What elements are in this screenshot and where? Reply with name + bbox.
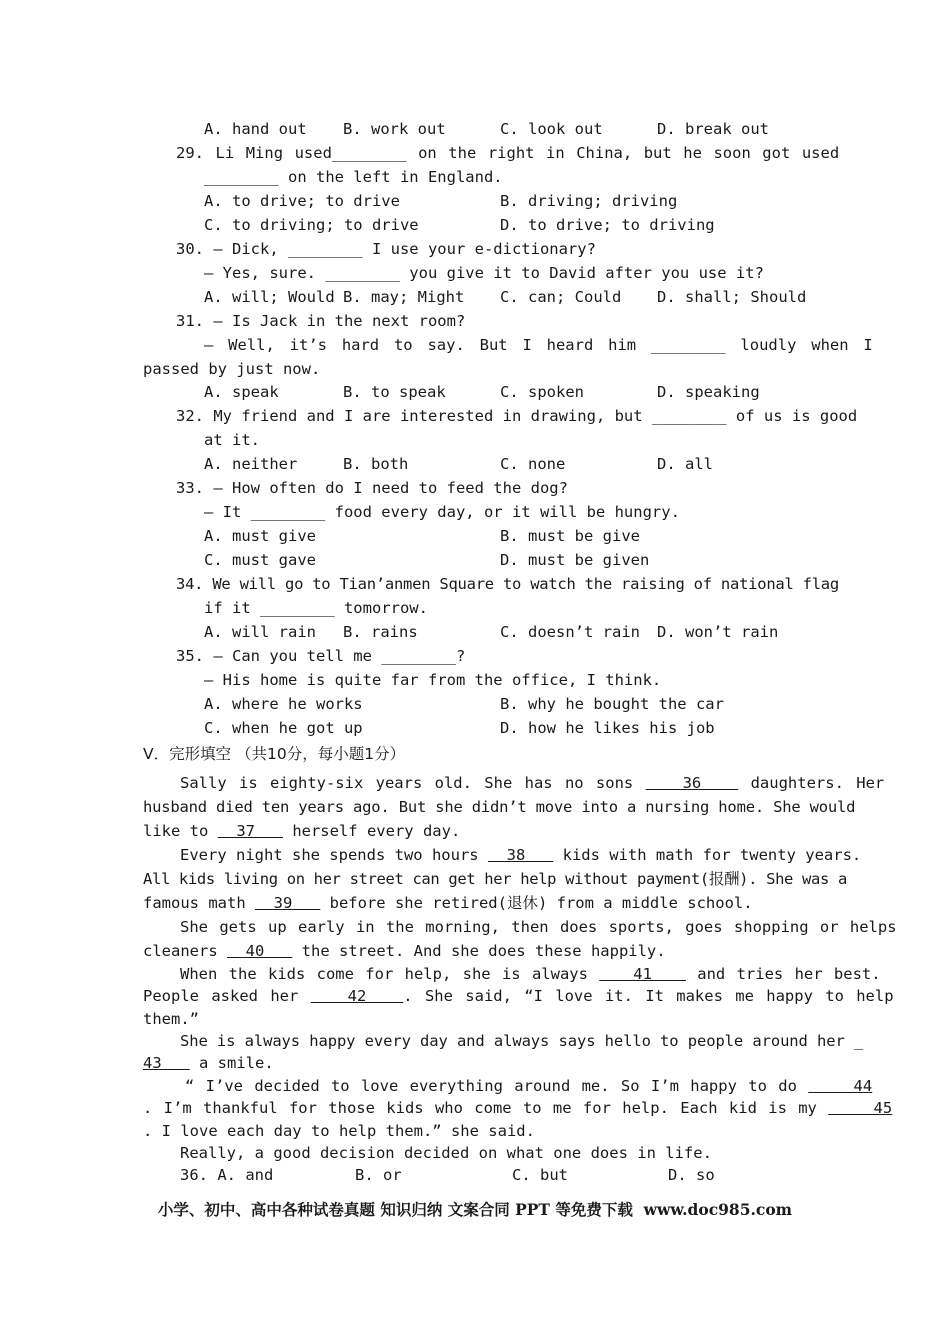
- q32-option-c: C. none: [500, 455, 566, 473]
- q34-option-d: D. won’t rain: [657, 623, 779, 641]
- q32-stem-line2: at it.: [204, 431, 260, 449]
- q28-option-d: D. break out: [657, 120, 769, 138]
- q33-stem-line2: — It ________ food every day, or it will be hungry.: [204, 503, 680, 521]
- passage-line: cleaners 40 the street. And she does these happily.: [143, 942, 666, 960]
- q28-option-b: B. work out: [343, 120, 446, 138]
- q30-option-c: C. can; Could: [500, 288, 622, 306]
- q31-option-b: B. to speak: [343, 383, 446, 401]
- q33-stem-line1: 33. — How often do I need to feed the dog?: [176, 479, 568, 497]
- q32-option-d: D. all: [657, 455, 713, 473]
- passage-line: them.”: [143, 1010, 199, 1028]
- q33-option-c: C. must gave: [204, 551, 316, 569]
- q34-option-a: A. will rain: [204, 623, 316, 641]
- q31-stem-line1: 31. — Is Jack in the next room?: [176, 312, 466, 330]
- q29-stem-line2: ________ on the left in England.: [204, 168, 503, 186]
- blank-41: 41: [599, 965, 686, 983]
- passage-line: 43 a smile.: [143, 1054, 274, 1072]
- q33-option-a: A. must give: [204, 527, 316, 545]
- q29-option-a: A. to drive; to drive: [204, 192, 400, 210]
- blank-36: 36: [645, 774, 739, 792]
- q31-option-a: A. speak: [204, 383, 279, 401]
- blank-37: 37: [217, 822, 283, 840]
- q30-option-d: D. shall; Should: [657, 288, 807, 306]
- q31-option-c: C. spoken: [500, 383, 584, 401]
- q31-stem-line3: passed by just now.: [143, 360, 321, 378]
- passage-line: famous math 39 before she retired(退休) from a middle school.: [143, 894, 753, 912]
- q34-stem-line2: if it ________ tomorrow.: [204, 599, 428, 617]
- q35-stem-line1: 35. — Can you tell me ________?: [176, 647, 466, 665]
- q33-option-b: B. must be give: [500, 527, 640, 545]
- passage-line: husband died ten years ago. But she didn’t move into a nursing home. She would: [143, 798, 856, 816]
- q30-option-b: B. may; Might: [343, 288, 465, 306]
- q30-option-a: A. will; Would: [204, 288, 335, 306]
- blank-40: 40: [227, 942, 293, 960]
- q36-option-b: B. or: [355, 1166, 402, 1184]
- passage-line: . I love each day to help them.” she said.: [143, 1122, 535, 1140]
- blank-44: 44: [808, 1077, 873, 1095]
- passage-line: She is always happy every day and always says hello to people around her _: [180, 1032, 864, 1050]
- passage-line: People asked her 42 . She said, “I love it. It makes me happy to help: [143, 987, 894, 1005]
- footer-banner: 小学、初中、高中各种试卷真题 知识归纳 文案合同 PPT 等免费下载 www.doc985.com: [157, 1200, 793, 1219]
- q29-option-c: C. to driving; to drive: [204, 216, 419, 234]
- blank-42: 42: [310, 987, 404, 1005]
- q34-stem-line1: 34. We will go to Tian’anmen Square to watch the raising of national flag: [176, 575, 839, 593]
- q35-option-b: B. why he bought the car: [500, 695, 724, 713]
- q30-stem-line1: 30. — Dick, ________ I use your e-dictionary?: [176, 240, 596, 258]
- q31-stem-line2: — Well, it’s hard to say. But I heard him ________ loudly when I: [204, 336, 873, 354]
- q36-option-c: C. but: [512, 1166, 568, 1184]
- section-title: V．完形填空 （共10分，每小题1分）: [143, 745, 406, 763]
- passage-line: All kids living on her street can get her help without payment(报酬). She was a: [143, 870, 847, 888]
- q28-option-c: C. look out: [500, 120, 603, 138]
- q29-stem-line1: 29. Li Ming used________ on the right in China, but he soon got used: [176, 144, 840, 162]
- q35-stem-line2: — His home is quite far from the office, I think.: [204, 671, 662, 689]
- q33-option-d: D. must be given: [500, 551, 650, 569]
- q36-option-a: 36. A. and: [180, 1166, 274, 1184]
- q31-option-d: D. speaking: [657, 383, 760, 401]
- q36-option-d: D. so: [668, 1166, 715, 1184]
- blank-45: 45: [828, 1099, 893, 1117]
- blank-38: 38: [487, 846, 554, 864]
- passage-line: like to 37 herself every day.: [143, 822, 461, 840]
- passage-line: “ I’ve decided to love everything around me. So I’m happy to do 44: [185, 1077, 873, 1095]
- passage-line: Really, a good decision decided on what one does in life.: [180, 1144, 712, 1162]
- q32-option-a: A. neither: [204, 455, 298, 473]
- passage-line: Every night she spends two hours 38 kids with math for twenty years.: [180, 846, 862, 864]
- q34-option-c: C. doesn’t rain: [500, 623, 640, 641]
- passage-line: . I’m thankful for those kids who come to me for help. Each kid is my 45: [143, 1099, 893, 1117]
- blank-39: 39: [254, 894, 321, 912]
- q32-stem-line1: 32. My friend and I are interested in drawing, but ________ of us is good: [176, 407, 858, 425]
- passage-line: She gets up early in the morning, then does sports, goes shopping or helps: [180, 918, 897, 936]
- q32-option-b: B. both: [343, 455, 409, 473]
- blank-43: 43: [143, 1054, 190, 1072]
- passage-line: When the kids come for help, she is always 41 and tries her best.: [180, 965, 881, 983]
- q28-option-a: A. hand out: [204, 120, 307, 138]
- q35-option-c: C. when he got up: [204, 719, 363, 737]
- q29-option-b: B. driving; driving: [500, 192, 678, 210]
- q29-option-d: D. to drive; to driving: [500, 216, 715, 234]
- q30-stem-line2: — Yes, sure. ________ you give it to David after you use it?: [204, 264, 764, 282]
- q34-option-b: B. rains: [343, 623, 418, 641]
- passage-line: Sally is eighty-six years old. She has no sons 36 daughters. Her: [180, 774, 885, 792]
- q35-option-a: A. where he works: [204, 695, 363, 713]
- q35-option-d: D. how he likes his job: [500, 719, 715, 737]
